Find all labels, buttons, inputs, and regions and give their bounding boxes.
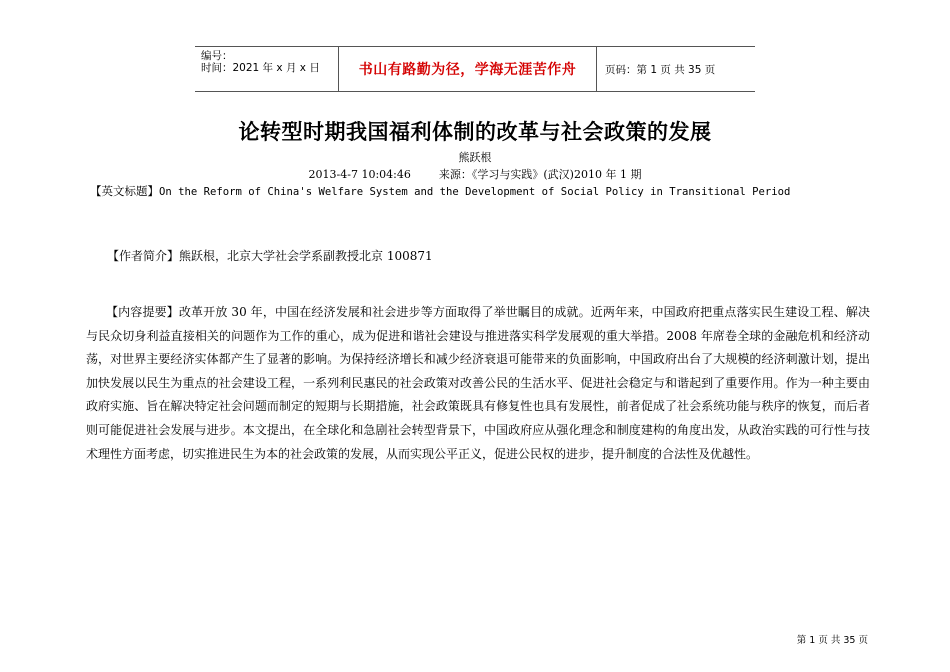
bio-text: 熊跃根，北京大学社会学系副教授北京 100871 xyxy=(179,249,433,263)
bio-label: 【作者简介】 xyxy=(107,249,180,263)
article-date: 2013-4-7 10:04:46 xyxy=(308,168,411,181)
abstract-text: 改革开放 30 年，中国在经济发展和社会进步等方面取得了举世瞩目的成就。近两年来，中国政府把重点落实民生建设工程、解决与民众切身利益直接相关的问题作为工作的重心，成为促进和谐社会建设与推进落实科学发展观的重大举措。2008 年席卷全球的金融危机和经济动荡，对世界主要经济实体都产生了显著的影响。为保持经济增长和减少经济衰退可能带来的负面影响，中国政府出台了大规模的经济刺激计划，提出加快发展以民生为重点的社会建设工程，一系列利民惠民的社会政策对改善公民的生活水平、促进社会稳定与和谐起到了重要作用。作为一种主要由政府实施、旨在解决特定社会问题而制定的短期与长期措施，社会政策既具有修复性也具有发展性，前者促成了社会系统功能与秩序的恢复，而后者则可能促进社会发展与进步。本文提出，在全球化和急剧社会转型背景下，中国政府应从强化理念和制度建构的角度出发，从政治实践的可行性与技术理性方面考虑，切实推进民生为本的社会政策的发展，从而实现公平正义，促进公民权的进步，提升制度的合法性及优越性。 xyxy=(86,305,870,461)
document-header xyxy=(195,46,755,92)
header-page-label: 页码：第 1 页 共 35 页 xyxy=(605,63,716,76)
abstract-paragraph xyxy=(86,301,870,466)
article-author: 熊跃根 xyxy=(458,151,492,164)
header-meta-cell xyxy=(195,47,339,91)
english-title-line xyxy=(90,183,790,199)
abstract-label: 【内容提要】 xyxy=(106,305,179,319)
page-footer: 第 1 页 共 35 页 xyxy=(796,635,868,646)
header-motto: 书山有路勤为径，学海无涯苦作舟 xyxy=(339,47,597,91)
author-bio-line xyxy=(107,247,433,264)
number-label: 编号： xyxy=(201,50,233,62)
english-title: On the Reform of China's Welfare System and the Development of Social Policy in Transitional Period xyxy=(159,186,791,198)
time-label: 时间：2021 年 x 月 x 日 xyxy=(201,62,320,74)
article-title: 论转型时期我国福利体制的改革与社会政策的发展 xyxy=(238,120,712,144)
article-meta xyxy=(0,166,950,182)
article-source: 来源：《学习与实践》(武汉)2010 年 1 期 xyxy=(438,168,642,181)
english-title-label: 【英文标题】 xyxy=(90,184,159,198)
